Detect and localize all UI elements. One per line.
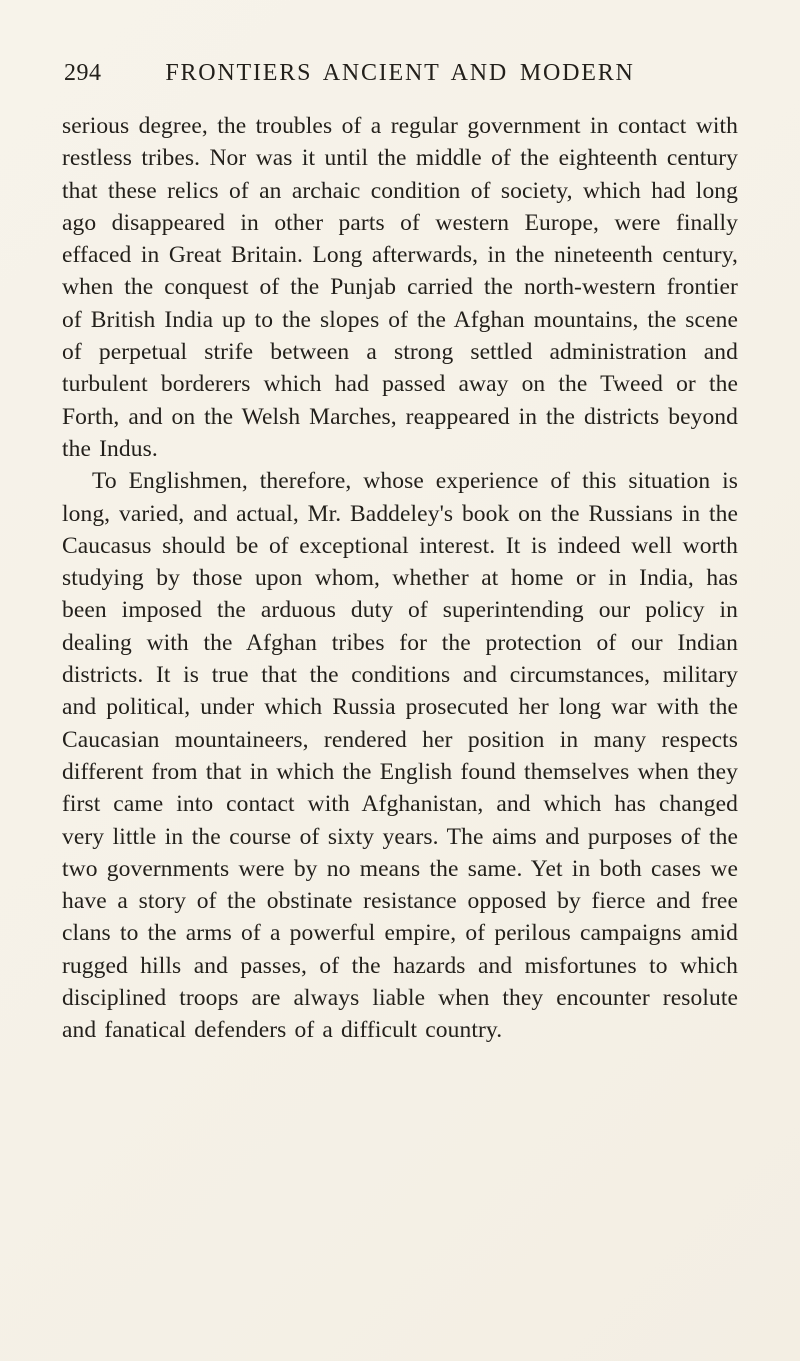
paragraph: To Englishmen, therefore, whose experience of this situation is long, varied, and actual, Mr. Baddeley's book on the Russians in the Caucasus should be of exceptional interest. It is indeed well worth studying by those upon whom, whether at home or in India, has been imposed the arduous duty of superintending our policy in dealing with the Afghan tribes for the protection of our Indian districts. It is true that the conditions and circumstances, military and political, under which Russia prosecuted her long war with the Caucasian mountaineers, rendered her position in many respects different from that in which the English found themselves when they first came into contact with Afghanistan, and which has changed very little in the course of sixty years. The aims and purposes of the two governments were by no means the same. Yet in both cases we have a story of the obstinate resistance opposed by fierce and free clans to the arms of a powerful empire, of perilous campaigns amid rugged hills and passes, of the hazards and misfortunes to which disciplined troops are always liable when they encounter resolute and fanatical defenders of a difficult country. (62, 468, 738, 1044)
body-text (62, 110, 738, 1047)
paragraph: serious degree, the troubles of a regular government in contact with restless tribes. Nor was it until the middle of the eighteenth century that these relics of an archaic condition of society, which had long ago disappeared in other parts of western Europe, were finally effaced in Great Britain. Long afterwards, in the nineteenth century, when the conquest of the Punjab carried the north-western frontier of British India up to the slopes of the Afghan mountains, the scene of perpetual strife between a strong settled administration and turbulent borderers which had passed away on the Tweed or the Forth, and on the Welsh Marches, reappeared in the districts beyond the Indus. (62, 113, 738, 462)
page-number: 294 (64, 60, 102, 86)
page-header (62, 56, 738, 90)
running-head: FRONTIERS ANCIENT AND MODERN (165, 60, 635, 86)
